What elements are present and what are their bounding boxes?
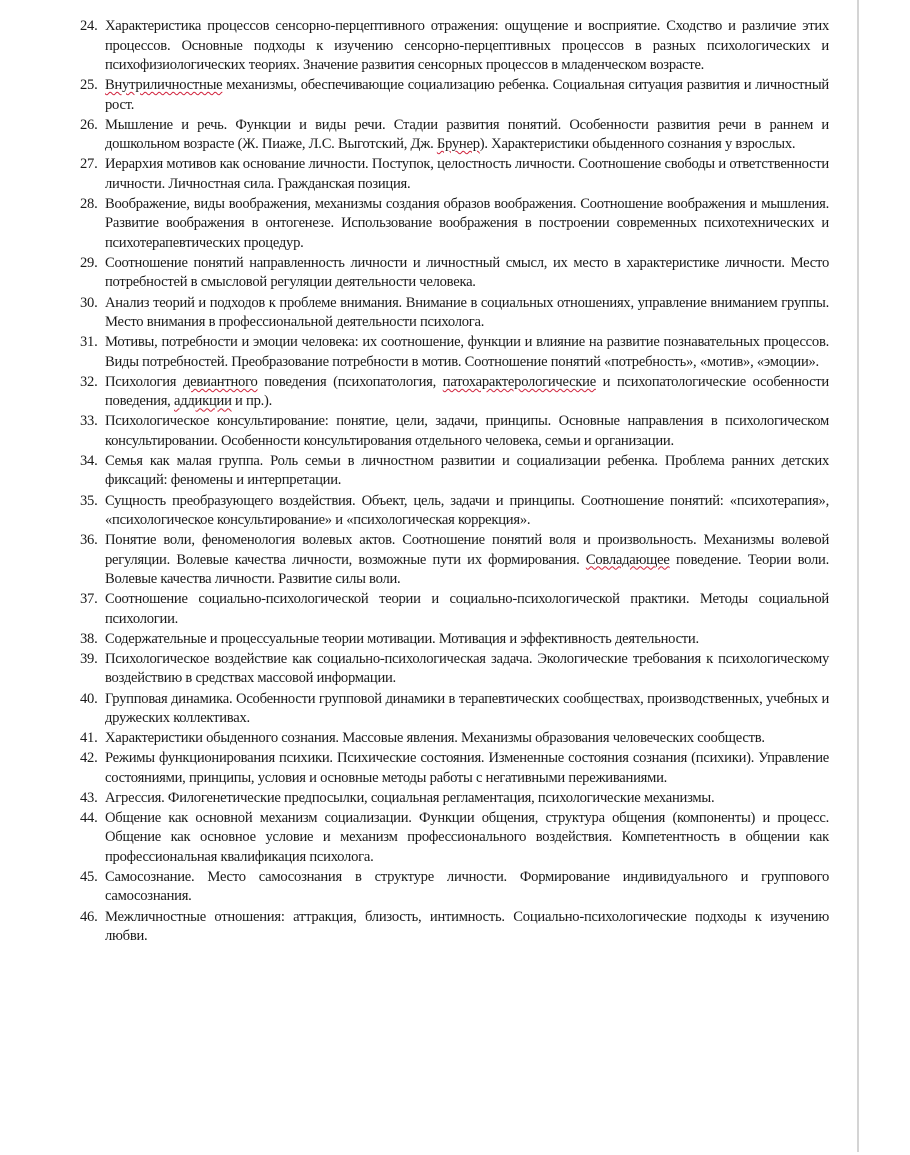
list-item-text — [105, 789, 829, 809]
list-item-number: 30. — [80, 294, 98, 311]
text-run: Содержательные и процессуальные теории мотивации. Мотивация и эффективность деятельности. — [105, 630, 699, 647]
list-item — [80, 155, 829, 194]
list-item-number: 32. — [80, 373, 98, 390]
text-run: поведение. Теории воли. Волевые качества личности. Развитие силы воли. — [105, 551, 829, 588]
text-run: Агрессия. Филогенетические предпосылки, социальная регламентация, психологические механизмы. — [105, 789, 715, 806]
text-run: Мотивы, потребности и эмоции человека: их соотношение, функции и влияние на развитие познавательных процессов. Виды потребностей. Преобразование потребности в мотив. Соотношение понятий «потребность», «мотив», «эмоции». — [105, 334, 829, 370]
misspelled-word: Совладающее — [585, 551, 670, 568]
list-item-text — [105, 452, 829, 491]
list-item — [80, 17, 829, 76]
text-run: механизмы, обеспечивающие социализацию ребенка. Социальная ситуация развития и личностный рост. — [105, 77, 829, 113]
list-item-number: 27. — [80, 156, 98, 173]
list-item-number: 33. — [80, 413, 98, 430]
list-item-text — [105, 690, 829, 729]
list-item-text — [105, 373, 829, 412]
text-run: Групповая динамика. Особенности групповой динамики в терапевтических сообществах, производственных, учебных и дружеских коллективах. — [105, 690, 829, 726]
text-run: Семья как малая группа. Роль семьи в личностном развитии и социализации ребенка. Проблема ранних детских фиксаций: феномены и интерпретации. — [105, 452, 829, 489]
list-item-text — [105, 630, 829, 650]
list-item-number: 39. — [80, 650, 98, 667]
list-item-number: 34. — [80, 452, 98, 469]
text-run: Понятие воли, феноменология волевых актов. Соотношение понятий воля и произвольность. Механизмы волевой регуляции. Волевые качества личности, возможные пути их формирования. — [105, 532, 829, 568]
list-item — [80, 333, 829, 372]
list-item — [80, 908, 829, 947]
list-item — [80, 809, 829, 868]
text-run: Соотношение социально-психологической теории и социально-психологической практики. Методы социальной психологии. — [105, 591, 829, 627]
text-run: Иерархия мотивов как основание личности. Поступок, целостность личности. Соотношение свободы и ответственности личности. Личностная сила. Гражданская позиция. — [105, 156, 829, 192]
misspelled-word: девиантного — [182, 373, 258, 390]
list-item-number: 45. — [80, 868, 98, 885]
text-run: Сущность преобразующего воздействия. Объект, цель, задачи и принципы. Соотношение понятий: «психотерапия», «психологическое консультирование» и «психологическая коррекция». — [105, 492, 829, 529]
list-item — [80, 749, 829, 788]
list-item-text — [105, 729, 829, 749]
list-item — [80, 452, 829, 491]
text-run: Психологическое воздействие как социально-психологическая задача. Экологические требования к психологическому воздействию в средствах массовой информации. — [105, 650, 829, 687]
list-item-number: 36. — [80, 532, 98, 549]
text-run: Соотношение понятий направленность личности и личностный смысл, их место в характеристике личности. Место потребностей в смысловой регуляции деятельности человека. — [105, 254, 829, 291]
list-item — [80, 76, 829, 115]
list-item-text — [105, 868, 829, 907]
list-item — [80, 412, 829, 451]
list-item — [80, 650, 829, 689]
list-item — [80, 868, 829, 907]
list-item — [80, 492, 829, 531]
list-item — [80, 531, 829, 590]
list-item — [80, 116, 829, 155]
text-run: поведения (психопатология, — [257, 373, 443, 390]
misspelled-word: аддикции — [173, 393, 232, 410]
list-item-number: 24. — [80, 18, 98, 34]
list-item-number: 46. — [80, 908, 98, 925]
list-item-number: 31. — [80, 334, 98, 351]
text-run: Режимы функционирования психики. Психические состояния. Измененные состояния сознания (психики). Управление состояниями, принципы, условия и основные методы работы с негативными переживаниями. — [105, 750, 829, 786]
list-item-text — [105, 531, 829, 590]
list-item-text — [105, 116, 829, 155]
list-item-text — [105, 294, 829, 333]
text-run: Характеристики обыденного сознания. Массовые явления. Механизмы образования человеческих сообществ. — [105, 730, 765, 747]
numbered-question-list — [80, 17, 829, 947]
list-item — [80, 373, 829, 412]
list-item-text — [105, 333, 829, 372]
misspelled-word: Брунер — [436, 136, 480, 153]
list-item-number: 37. — [80, 591, 98, 608]
list-item-number: 40. — [80, 690, 98, 707]
text-run: Анализ теорий и подходов к проблеме внимания. Внимание в социальных отношениях, управление вниманием группы. Место внимания в профессиональной деятельности психолога. — [105, 294, 829, 331]
misspelled-word: Внутриличностные — [105, 77, 223, 94]
list-item — [80, 590, 829, 629]
list-item — [80, 195, 829, 254]
list-item — [80, 789, 829, 809]
list-item-text — [105, 17, 829, 76]
page-border — [857, 0, 859, 1152]
list-item-number: 25. — [80, 77, 98, 94]
text-run: Характеристика процессов сенсорно-перцептивного отражения: ощущение и восприятие. Сходство и различие этих процессов. Основные подходы к изучению сенсорно-перцептивных процессов в разных психологических и психофизиологических теориях. Значение развития сенсорных процессов в младенческом возрасте. — [105, 18, 829, 73]
text-run: Межличностные отношения: аттракция, близость, интимность. Социально-психологические подходы к изучению любви. — [105, 908, 829, 945]
misspelled-word: патохарактерологические — [442, 373, 596, 390]
list-item-text — [105, 412, 829, 451]
list-item-number: 28. — [80, 195, 98, 212]
list-item — [80, 729, 829, 749]
text-run: Общение как основной механизм социализации. Функции общения, структура общения (компоненты) и процесс. Общение как основное условие и механизм профессионального воздействия. Компетентность в общении как профессиональная квалификация психолога. — [105, 809, 829, 865]
text-run: Психологическое консультирование: понятие, цели, задачи, принципы. Основные направления в психологическом консультировании. Особенности консультирования отдельного человека, семьи и организации. — [105, 413, 829, 449]
list-item-number: 26. — [80, 116, 98, 133]
text-run: Воображение, виды воображения, механизмы создания образов воображения. Соотношение воображения и мышления. Развитие воображения в онтогенезе. Использование воображения в построении современных психотехнических и психотерапевтических процедур. — [105, 195, 829, 251]
list-item-text — [105, 749, 829, 788]
list-item-text — [105, 492, 829, 531]
list-item — [80, 254, 829, 293]
list-item-text — [105, 908, 829, 947]
text-run: Мышление и речь. Функции и виды речи. Стадии развития понятий. Особенности развития речи в раннем и дошкольном возрасте (Ж. Пиаже, Л.С. Выготский, Дж. — [105, 116, 829, 153]
list-item-number: 38. — [80, 630, 98, 647]
list-item-text — [105, 155, 829, 194]
list-item-number: 43. — [80, 789, 98, 806]
list-item-number: 42. — [80, 750, 98, 767]
list-item — [80, 690, 829, 729]
text-run: и пр.). — [231, 393, 273, 410]
list-item-text — [105, 809, 829, 868]
list-item-text — [105, 650, 829, 689]
text-run: Психология — [105, 373, 183, 390]
list-item — [80, 294, 829, 333]
text-run: и психопатологические особенности поведения, — [105, 373, 829, 410]
text-run: ). Характеристики обыденного сознания у взрослых. — [479, 136, 796, 153]
list-item-number: 44. — [80, 809, 98, 826]
list-item-number: 41. — [80, 730, 98, 747]
list-item-text — [105, 76, 829, 115]
text-run: Самосознание. Место самосознания в структуре личности. Формирование индивидуального и группового самосознания. — [105, 868, 829, 905]
list-item-text — [105, 590, 829, 629]
list-item-text — [105, 195, 829, 254]
list-item — [80, 630, 829, 650]
list-item-number: 29. — [80, 254, 98, 271]
list-item-number: 35. — [80, 492, 98, 509]
list-item-text — [105, 254, 829, 293]
